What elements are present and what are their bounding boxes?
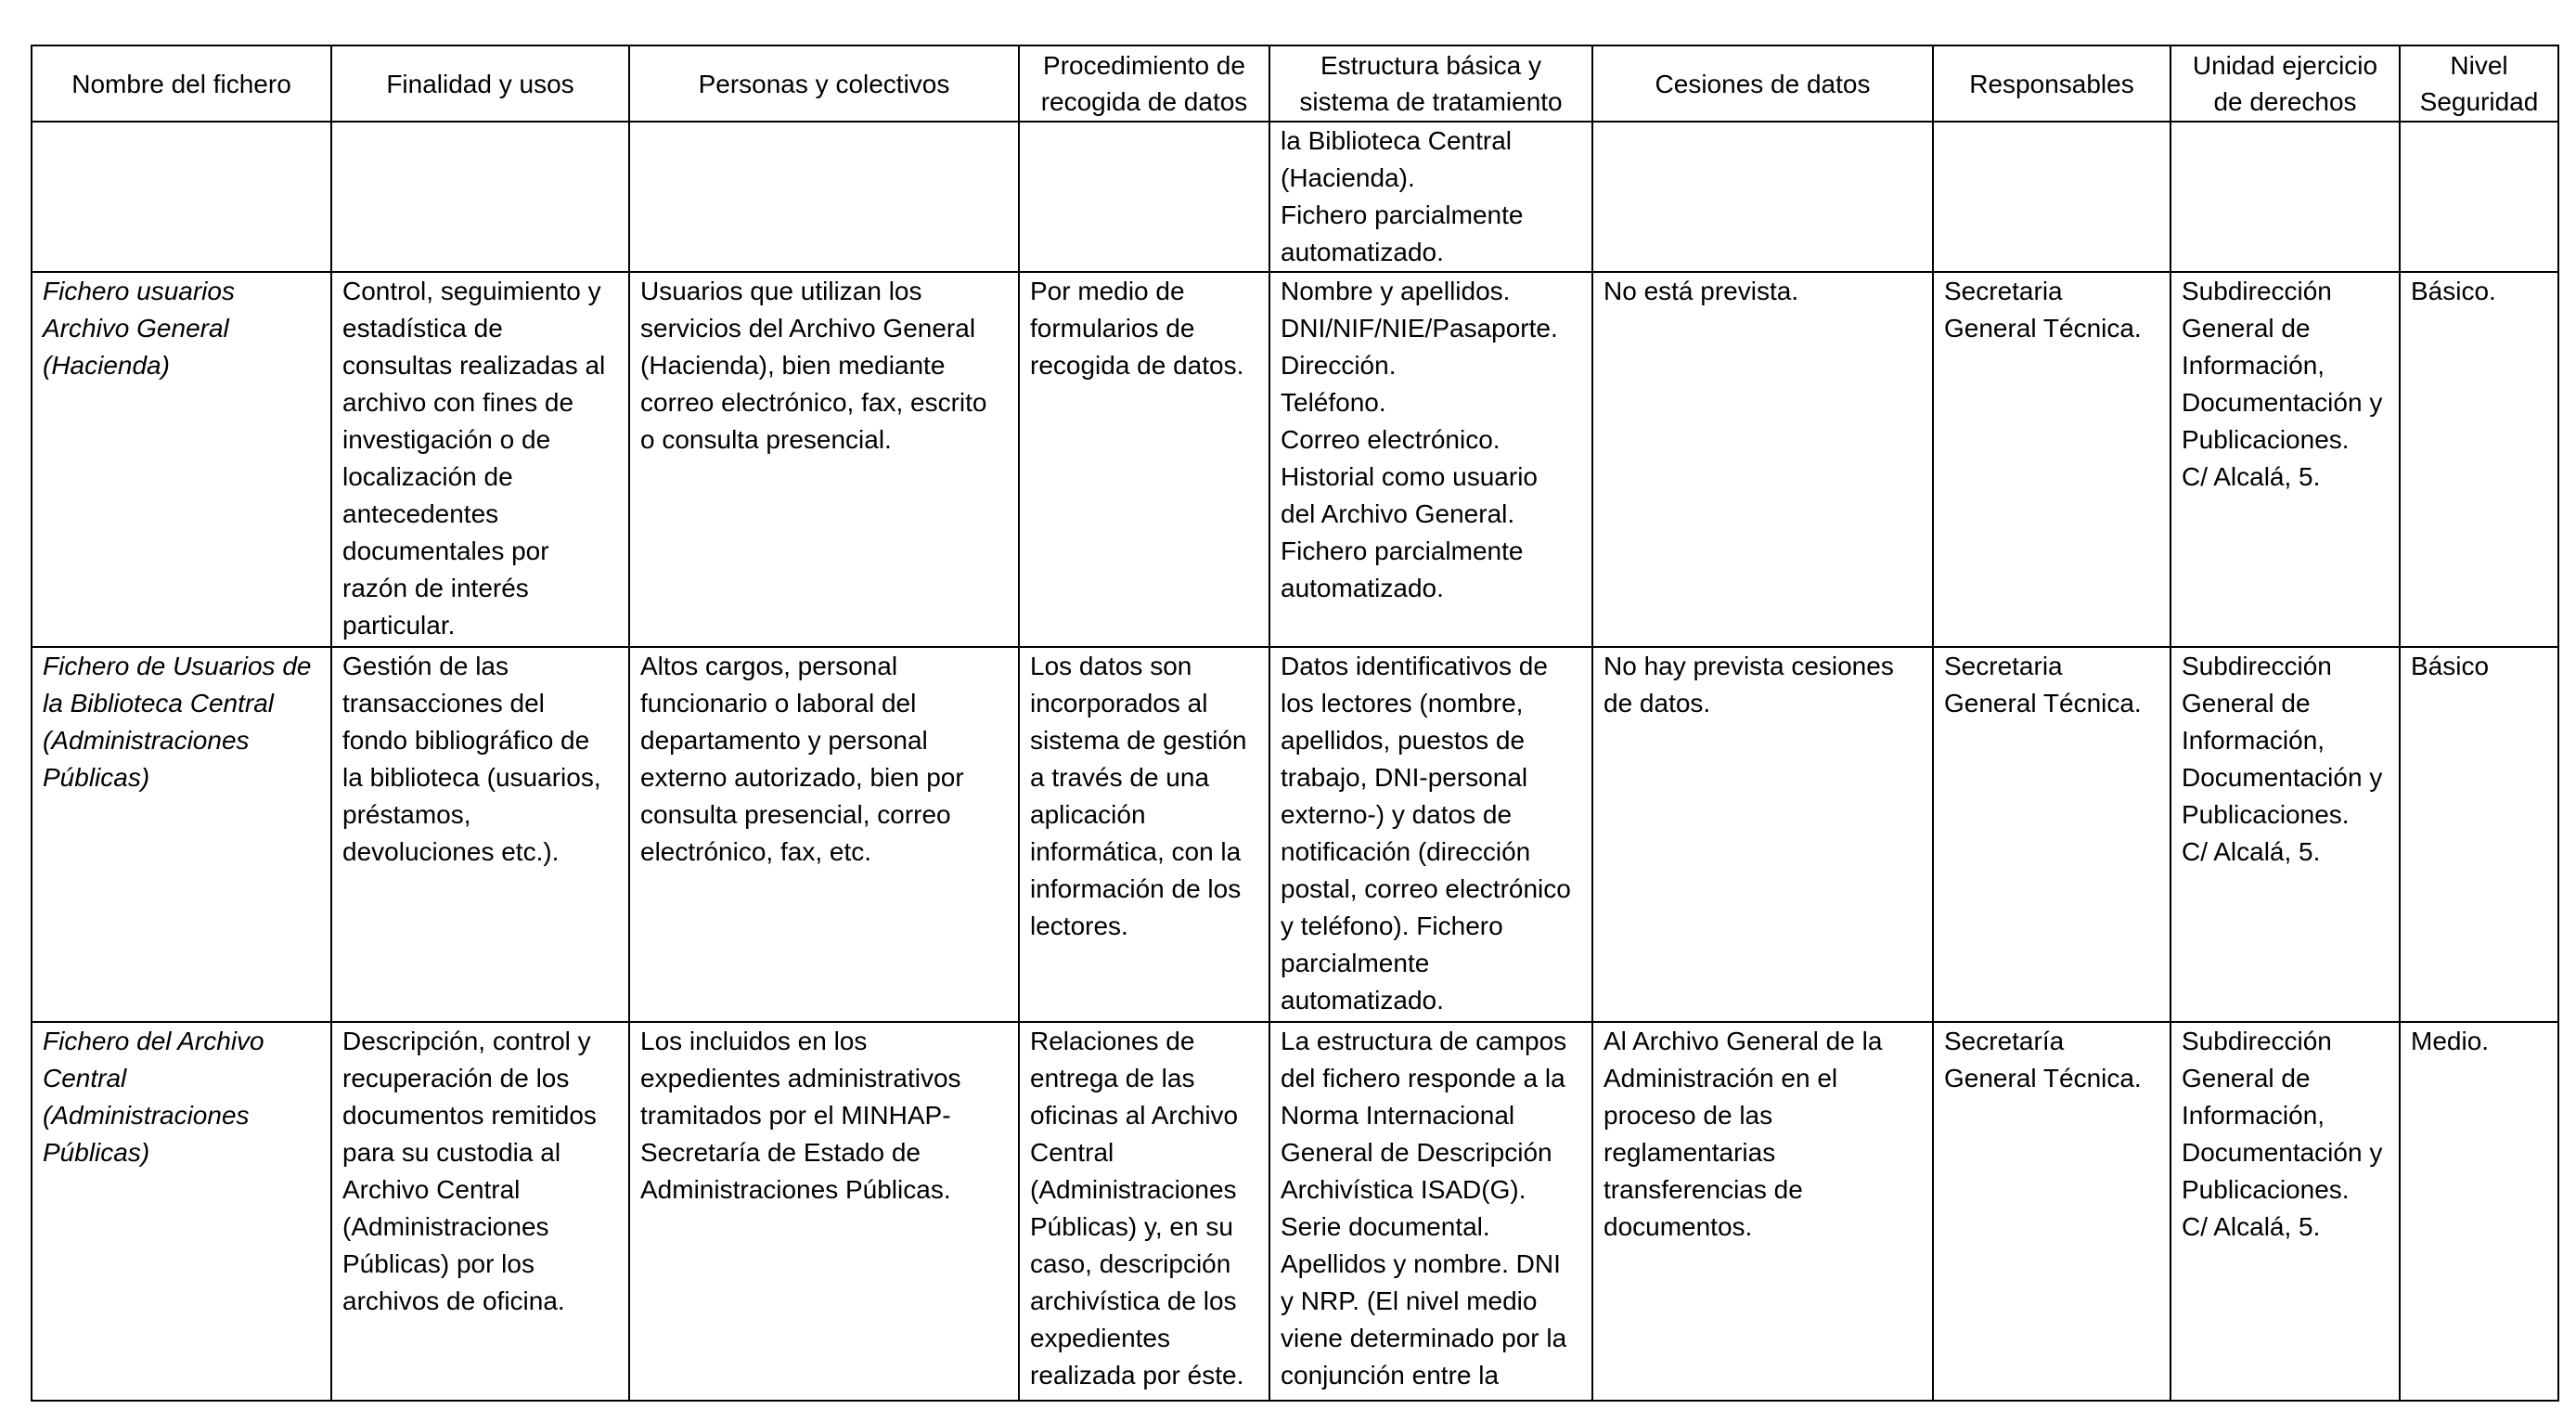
cell-line: (Administraciones — [43, 726, 250, 755]
cell-line: funcionario o laboral del — [640, 689, 917, 717]
cell-line: postal, correo electrónico — [1281, 874, 1571, 903]
cell-line: Por medio de — [1030, 277, 1185, 305]
cell-line: transacciones del — [342, 689, 545, 717]
cell-line: servicios del Archivo General — [640, 314, 976, 343]
cell-line: (Administraciones — [342, 1212, 549, 1241]
table-row — [32, 272, 2558, 647]
cell-line: trabajo, DNI-personal — [1281, 763, 1528, 792]
cell-line: devoluciones etc.). — [342, 837, 560, 866]
cell-line: General de Descripción — [1281, 1138, 1552, 1167]
cell-line: (Hacienda), bien mediante — [640, 351, 946, 380]
cell-line: a través de una — [1030, 763, 1210, 792]
header-line: Estructura básica y — [1320, 51, 1542, 80]
cell-line: entrega de las — [1030, 1064, 1195, 1092]
cell-line: fondo bibliográfico de — [342, 726, 590, 755]
cell-line: y NRP. (El nivel medio — [1281, 1286, 1538, 1315]
cell-line: Públicas) y, en su — [1030, 1212, 1233, 1241]
cell-line: Norma Internacional — [1281, 1101, 1515, 1130]
cell-responsables — [1933, 1022, 2170, 1401]
header-estructura — [1269, 45, 1592, 122]
cell-line: Apellidos y nombre. DNI — [1281, 1249, 1561, 1278]
cell-line: para su custodia al — [342, 1138, 561, 1167]
cell-line: Información, — [2182, 351, 2325, 380]
cell-nivel — [2400, 1022, 2558, 1401]
cell-line: Secretaría de Estado de — [640, 1138, 921, 1167]
cell-line: Historial como usuario — [1281, 462, 1538, 491]
cell-line: Básico. — [2411, 277, 2496, 305]
cell-line: Información, — [2182, 1101, 2325, 1130]
cell-line: informática, con la — [1030, 837, 1242, 866]
cell-line: Administraciones Públicas. — [640, 1175, 951, 1204]
cell-line: Control, seguimiento y — [342, 277, 601, 305]
cell-line: Los datos son — [1030, 652, 1192, 680]
cell-line: Teléfono. — [1281, 388, 1386, 417]
cell-finalidad — [331, 1022, 629, 1401]
cell-line: DNI/NIF/NIE/Pasaporte. — [1281, 314, 1558, 343]
header-line: Finalidad y usos — [386, 69, 574, 98]
cell-estructura — [1269, 272, 1592, 647]
cell-line: caso, descripción — [1030, 1249, 1231, 1278]
cell-personas — [629, 122, 1019, 272]
cell-line: Fichero parcialmente — [1281, 200, 1524, 229]
header-line: Personas y colectivos — [698, 69, 950, 98]
cell-line: Al Archivo General de la — [1604, 1027, 1883, 1055]
cell-nivel — [2400, 647, 2558, 1022]
cell-line: antecedentes — [342, 499, 499, 528]
cell-line: Central — [43, 1064, 127, 1092]
cell-nombre — [32, 1022, 331, 1401]
header-line: Seguridad — [2419, 87, 2539, 116]
header-line: recogida de datos — [1040, 87, 1248, 116]
cell-line: Dirección. — [1281, 351, 1397, 380]
cell-nivel — [2400, 272, 2558, 647]
cell-line: C/ Alcalá, 5. — [2182, 1212, 2321, 1241]
cell-line: documentales por — [342, 536, 549, 565]
cell-line: Medio. — [2411, 1027, 2490, 1055]
cell-procedimiento — [1019, 122, 1269, 272]
cell-line: Subdirección — [2182, 652, 2332, 680]
cell-line: correo electrónico, fax, escrito — [640, 388, 987, 417]
cell-estructura — [1269, 647, 1592, 1022]
cell-line: Subdirección — [2182, 277, 2332, 305]
cell-line: departamento y personal — [640, 726, 928, 755]
header-line: Nombre del fichero — [71, 69, 291, 98]
cell-line: Gestión de las — [342, 652, 509, 680]
cell-line: la Biblioteca Central — [1281, 126, 1513, 155]
cell-line: investigación o de — [342, 425, 551, 454]
cell-line: Descripción, control y — [342, 1027, 591, 1055]
cell-line: externo-) y datos de — [1281, 800, 1513, 829]
table-row — [32, 122, 2558, 272]
cell-line: General Técnica. — [1944, 1064, 2142, 1092]
cell-line: Fichero usuarios — [43, 277, 235, 305]
cell-line: archivística de los — [1030, 1286, 1237, 1315]
cell-line: Publicaciones. — [2182, 800, 2350, 829]
cell-line: automatizado. — [1281, 574, 1444, 602]
header-responsables — [1933, 45, 2170, 122]
header-line: Cesiones de datos — [1655, 69, 1871, 98]
cell-line: Correo electrónico. — [1281, 425, 1501, 454]
cell-line: la biblioteca (usuarios, — [342, 763, 601, 792]
cell-line: estadística de — [342, 314, 503, 343]
cell-line: Publicaciones. — [2182, 425, 2350, 454]
header-finalidad — [331, 45, 629, 122]
cell-unidad — [2170, 272, 2400, 647]
cell-line: reglamentarias — [1604, 1138, 1776, 1167]
cell-line: expedientes — [1030, 1324, 1171, 1352]
cell-line: General de — [2182, 314, 2311, 343]
cell-line: C/ Alcalá, 5. — [2182, 462, 2321, 491]
cell-line: conjunción entre la — [1281, 1361, 1500, 1390]
cell-nombre — [32, 272, 331, 647]
cell-personas — [629, 1022, 1019, 1401]
cell-line: Altos cargos, personal — [640, 652, 898, 680]
table-body — [32, 122, 2558, 1401]
cell-line: del fichero responde a la — [1281, 1064, 1565, 1092]
cell-line: localización de — [342, 462, 513, 491]
cell-nivel — [2400, 122, 2558, 272]
header-nivel — [2400, 45, 2558, 122]
table-header — [32, 45, 2558, 122]
cell-unidad — [2170, 647, 2400, 1022]
cell-line: automatizado. — [1281, 986, 1444, 1015]
data-files-table — [31, 45, 2559, 1402]
header-unidad — [2170, 45, 2400, 122]
header-line: de derechos — [2213, 87, 2357, 116]
cell-line: realizada por éste. — [1030, 1361, 1244, 1390]
cell-line: Los incluidos en los — [640, 1027, 868, 1055]
cell-line: Públicas) — [43, 763, 150, 792]
cell-line: particular. — [342, 611, 456, 640]
header-line: Responsables — [1969, 69, 2134, 98]
cell-line: Archivo General — [43, 314, 229, 343]
cell-line: Serie documental. — [1281, 1212, 1490, 1241]
cell-procedimiento — [1019, 1022, 1269, 1401]
cell-line: Central — [1030, 1138, 1114, 1167]
cell-line: La estructura de campos — [1281, 1027, 1567, 1055]
cell-line: aplicación — [1030, 800, 1146, 829]
cell-line: Públicas) por los — [342, 1249, 535, 1278]
cell-responsables — [1933, 122, 2170, 272]
header-line: Unidad ejercicio — [2192, 51, 2378, 80]
cell-line: los lectores (nombre, — [1281, 689, 1524, 717]
cell-line: recogida de datos. — [1030, 351, 1244, 380]
cell-line: Archivo Central — [342, 1175, 521, 1204]
cell-line: Secretaria — [1944, 652, 2063, 680]
cell-procedimiento — [1019, 272, 1269, 647]
cell-line: Publicaciones. — [2182, 1175, 2350, 1204]
cell-personas — [629, 647, 1019, 1022]
table-row — [32, 1022, 2558, 1401]
cell-finalidad — [331, 272, 629, 647]
cell-line: recuperación de los — [342, 1064, 570, 1092]
table-row — [32, 647, 2558, 1022]
cell-line: General Técnica. — [1944, 689, 2142, 717]
cell-line: préstamos, — [342, 800, 471, 829]
header-line: sistema de tratamiento — [1299, 87, 1563, 116]
cell-line: Nombre y apellidos. — [1281, 277, 1511, 305]
cell-finalidad — [331, 647, 629, 1022]
cell-line: No hay prevista cesiones — [1604, 652, 1894, 680]
header-nombre — [32, 45, 331, 122]
cell-line: (Administraciones — [1030, 1175, 1237, 1204]
cell-line: de datos. — [1604, 689, 1711, 717]
cell-line: No está prevista. — [1604, 277, 1799, 305]
cell-line: (Hacienda) — [43, 351, 170, 380]
cell-line: Información, — [2182, 726, 2325, 755]
cell-line: sistema de gestión — [1030, 726, 1247, 755]
cell-line: General de — [2182, 1064, 2311, 1092]
cell-responsables — [1933, 272, 2170, 647]
cell-line: información de los — [1030, 874, 1242, 903]
cell-line: electrónico, fax, etc. — [640, 837, 872, 866]
cell-line: Fichero del Archivo — [43, 1027, 264, 1055]
cell-line: Secretaria — [1944, 277, 2063, 305]
cell-line: incorporados al — [1030, 689, 1208, 717]
cell-line: Documentación y — [2182, 1138, 2383, 1167]
header-cesiones — [1592, 45, 1933, 122]
cell-line: General Técnica. — [1944, 314, 2142, 343]
cell-estructura — [1269, 122, 1592, 272]
cell-line: Documentación y — [2182, 763, 2383, 792]
cell-line: proceso de las — [1604, 1101, 1773, 1130]
cell-line: General de — [2182, 689, 2311, 717]
cell-unidad — [2170, 1022, 2400, 1401]
cell-line: y teléfono). Fichero — [1281, 911, 1503, 940]
cell-line: expedientes administrativos — [640, 1064, 961, 1092]
cell-line: consultas realizadas al — [342, 351, 606, 380]
cell-line: transferencias de — [1604, 1175, 1803, 1204]
cell-cesiones — [1592, 1022, 1933, 1401]
cell-line: la Biblioteca Central — [43, 689, 275, 717]
header-procedimiento — [1019, 45, 1269, 122]
cell-line: notificación (dirección — [1281, 837, 1531, 866]
cell-line: automatizado. — [1281, 238, 1444, 266]
cell-line: oficinas al Archivo — [1030, 1101, 1239, 1130]
cell-line: Relaciones de — [1030, 1027, 1195, 1055]
cell-cesiones — [1592, 122, 1933, 272]
cell-line: formularios de — [1030, 314, 1195, 343]
cell-line: lectores. — [1030, 911, 1128, 940]
cell-personas — [629, 272, 1019, 647]
cell-line: Fichero parcialmente — [1281, 536, 1524, 565]
cell-line: parcialmente — [1281, 949, 1430, 977]
cell-line: apellidos, puestos de — [1281, 726, 1526, 755]
cell-line: Fichero de Usuarios de — [43, 652, 312, 680]
cell-finalidad — [331, 122, 629, 272]
header-row — [32, 45, 2558, 122]
cell-line: Usuarios que utilizan los — [640, 277, 922, 305]
cell-line: (Administraciones — [43, 1101, 250, 1130]
cell-line: documentos remitidos — [342, 1101, 597, 1130]
cell-procedimiento — [1019, 647, 1269, 1022]
cell-cesiones — [1592, 647, 1933, 1022]
cell-line: Subdirección — [2182, 1027, 2332, 1055]
cell-line: Documentación y — [2182, 388, 2383, 417]
cell-line: o consulta presencial. — [640, 425, 892, 454]
cell-line: Administración en el — [1604, 1064, 1838, 1092]
cell-line: Archivística ISAD(G). — [1281, 1175, 1526, 1204]
cell-unidad — [2170, 122, 2400, 272]
cell-line: externo autorizado, bien por — [640, 763, 964, 792]
cell-line: Básico — [2411, 652, 2490, 680]
cell-line: del Archivo General. — [1281, 499, 1515, 528]
cell-line: archivos de oficina. — [342, 1286, 565, 1315]
cell-line: Datos identificativos de — [1281, 652, 1548, 680]
cell-responsables — [1933, 647, 2170, 1022]
cell-line: (Hacienda). — [1281, 163, 1415, 192]
header-line: Nivel — [2450, 51, 2508, 80]
cell-line: consulta presencial, correo — [640, 800, 951, 829]
cell-line: viene determinado por la — [1281, 1324, 1567, 1352]
cell-nombre — [32, 122, 331, 272]
cell-estructura — [1269, 1022, 1592, 1401]
cell-line: archivo con fines de — [342, 388, 574, 417]
header-line: Procedimiento de — [1043, 51, 1245, 80]
header-personas — [629, 45, 1019, 122]
cell-line: tramitados por el MINHAP- — [640, 1101, 951, 1130]
cell-line: documentos. — [1604, 1212, 1753, 1241]
cell-cesiones — [1592, 272, 1933, 647]
cell-line: Públicas) — [43, 1138, 150, 1167]
cell-line: Secretaría — [1944, 1027, 2065, 1055]
cell-line: razón de interés — [342, 574, 529, 602]
cell-nombre — [32, 647, 331, 1022]
cell-line: C/ Alcalá, 5. — [2182, 837, 2321, 866]
